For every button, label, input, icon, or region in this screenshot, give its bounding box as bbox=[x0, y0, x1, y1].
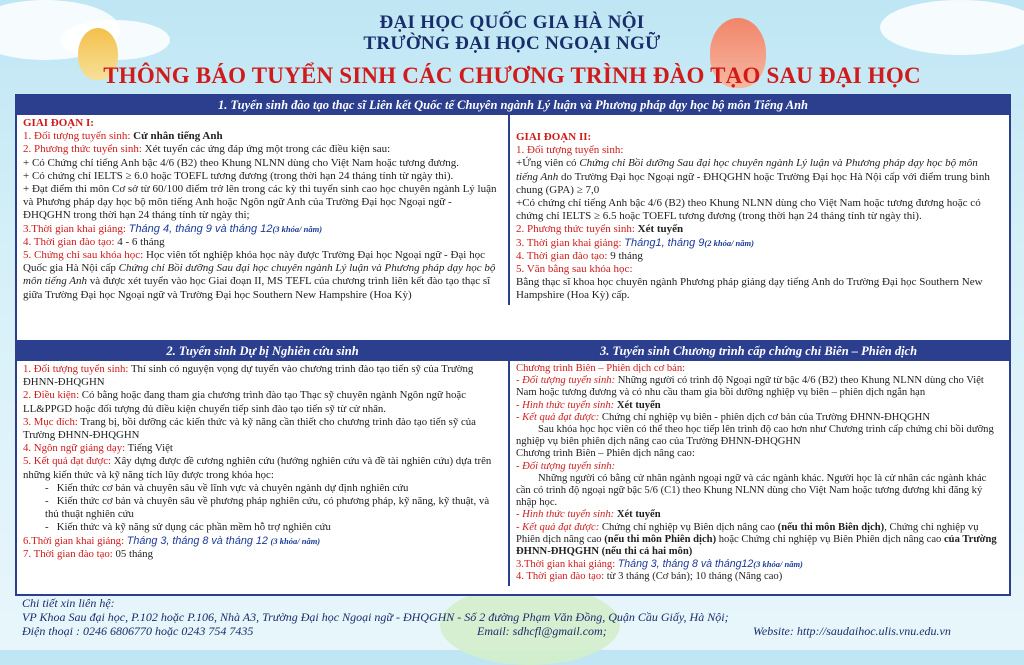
text: Chứng chỉ nghiệp vụ Biên dịch nâng cao bbox=[601, 521, 778, 533]
text: Sau khóa học học viên có thể theo học tiếp lên trình độ cao hơn như Chương trình cấp chứng chỉ bồi dưỡng nghiệp vụ biên phiên dịch nâng cao của Trường ĐHNN-ĐHQGHN bbox=[516, 424, 994, 448]
value: Cử nhân tiếng Anh bbox=[133, 130, 223, 143]
section-3-column bbox=[508, 361, 1009, 586]
phase-2-heading: GIAI ĐOẠN II: bbox=[516, 131, 592, 143]
list-item: - Kiến thức cơ bản và chuyên sâu về lĩnh vực và chuyên ngành dự định nghiên cứu bbox=[45, 481, 409, 494]
value: Chứng chỉ nghiệp vụ biên - phiên dịch cơ bản của Trường ĐHNN-ĐHQGHN bbox=[601, 411, 930, 423]
text: và được xét tuyển vào học Giai đoạn II, MS TEFL của chương trình liên kết đào tạo thạc sĩ giữa Trường Đại học Ngoại ngữ và Trường Đại học Southern New Hampshire (Hoa Kỳ) bbox=[23, 275, 491, 301]
label: 3. Mục đích: bbox=[23, 415, 81, 428]
value: 4 - 6 tháng bbox=[117, 235, 165, 248]
list-item: - Kiến thức và kỹ năng sử dụng các phần mềm hỗ trợ nghiên cứu bbox=[45, 521, 331, 534]
contact-line bbox=[22, 624, 1012, 638]
text: (nếu thi môn Phiên dịch) bbox=[604, 533, 717, 545]
text: Chứng chỉ Bồi dưỡng Sau đại học chuyên ngành Lý luận và Phương pháp dạy học bộ môn tiếng Anh bbox=[516, 157, 978, 183]
contact-address: VP Khoa Sau đại học, P.102 hoặc P.106, Nhà A3, Trường Đại học Ngoại ngữ - ĐHQGHN - Số 2 đường Phạm Văn Đồng, Quận Cầu Giấy, Hà Nội; bbox=[22, 610, 729, 624]
text: Bằng thạc sĩ khoa học chuyên ngành Phương pháp giảng dạy tiếng Anh do Trường Đại học Southern New Hampshire (Hoa Kỳ) cấp. bbox=[516, 276, 983, 302]
value: Thí sinh có nguyện vọng dự tuyển vào chương trình đào tạo tiến sỹ của Trường ĐHNN-ĐHQGHN bbox=[23, 363, 474, 389]
label: 2. Điều kiện: bbox=[23, 389, 82, 402]
contact-email: Email: sdhcfl@gmail.com; bbox=[477, 624, 607, 638]
label: - Hình thức tuyển sinh: bbox=[516, 509, 617, 521]
value: Xét tuyển bbox=[616, 399, 661, 411]
value: Xây dựng được đề cương nghiên cứu (hướng nghiên cứu và đề tài nghiên cứu) dựa trên những kiến thức và kỹ năng tích lũy được trong khóa học: bbox=[23, 455, 492, 481]
label: 5. Chứng chỉ sau khóa học: bbox=[23, 249, 146, 262]
section-2-title: 2. Tuyển sinh Dự bị Nghiên cứu sinh bbox=[17, 342, 508, 361]
note: (3 khóa/ năm) bbox=[753, 559, 803, 570]
phase-2-column bbox=[508, 115, 1005, 305]
value: Tháng 4, tháng 9 và tháng 12 bbox=[128, 222, 273, 235]
text: Những người có bằng cử nhân ngành ngoại ngữ và các ngành khác. Người học là cử nhân các ngành khác cần có trình độ ngoại ngữ bậc 5/6 (C1) theo Khung NLNN dùng cho Việt Nam hoặc tương đương khi đăng ký nhập học. bbox=[516, 472, 987, 509]
label: 3.Thời gian khai giảng: bbox=[516, 559, 618, 571]
text: Kiến thức cơ bản và chuyên sâu về phương pháp nghiên cứu, có phương pháp, kỹ năng, kỹ thuật, và thủ thuật nghiên cứu bbox=[45, 495, 490, 521]
text: + Có chứng chỉ IELTS ≥ 6.0 hoặc TOEFL tương đương (trong thời hạn 24 tháng tính từ ngày thi). bbox=[23, 169, 454, 182]
text: của Trường ĐHNN-ĐHQGHN (nếu thi cả hai môn) bbox=[516, 533, 997, 558]
university-name: ĐẠI HỌC QUỐC GIA HÀ NỘI bbox=[379, 12, 645, 33]
text: (nếu thi môn Biên dịch) bbox=[777, 521, 885, 533]
phase-1-column bbox=[17, 115, 508, 305]
label: 1. Đối tượng tuyển sinh: bbox=[23, 130, 134, 143]
text: Kiến thức và kỹ năng sử dụng các phần mềm hỗ trợ nghiên cứu bbox=[56, 521, 331, 534]
label: - Hình thức tuyển sinh: bbox=[516, 399, 617, 411]
value: 05 tháng bbox=[115, 547, 153, 560]
label: 2. Phương thức tuyển sinh: bbox=[23, 143, 145, 156]
value: Tháng1, tháng 9 bbox=[624, 236, 705, 249]
school-name: TRƯỜNG ĐẠI HỌC NGOẠI NGỮ bbox=[363, 33, 661, 54]
note: (3 khóa/ năm) bbox=[272, 223, 323, 234]
label: 4. Thời gian đào tạo: bbox=[23, 235, 118, 248]
text: Chương trình Biên – Phiên dịch nâng cao: bbox=[516, 448, 695, 460]
label: 3.Thời gian khai giảng: bbox=[23, 222, 129, 235]
text: +Ứng viên có bbox=[516, 157, 580, 170]
label: - Kết quả đạt được: bbox=[516, 411, 602, 423]
value: Xét tuyển bbox=[616, 509, 661, 521]
section-1-panel bbox=[15, 94, 1011, 344]
text: + Đạt điểm thi môn Cơ sở từ 60/100 điểm trở lên trong các kỳ thi tuyển sinh cao học chuyên ngành Lý luận và Phương pháp dạy học bộ môn tiếng Anh hoặc Ngôn ngữ Anh của Trường Đại học Ngoại ngữ - ĐHQGHN trong thời hạn 24 tháng tính từ ngày thi; bbox=[23, 183, 497, 222]
label: 3. Thời gian khai giảng: bbox=[516, 236, 625, 249]
value: 9 tháng bbox=[610, 249, 643, 262]
contact-heading: Chi tiết xin liên hệ: bbox=[22, 596, 115, 610]
contact-phone: Điện thoại : 0246 6806770 hoặc 0243 754 7435 bbox=[22, 624, 254, 638]
label: 6.Thời gian khai giảng: bbox=[23, 534, 127, 547]
label: Chương trình Biên – Phiên dịch cơ bản: bbox=[516, 363, 686, 374]
section-2-column bbox=[17, 361, 508, 586]
note: (2 khóa/ năm) bbox=[704, 237, 754, 248]
label: 2. Phương thức tuyển sinh: bbox=[516, 223, 638, 236]
list-item: - Kiến thức cơ bản và chuyên sâu về phương pháp nghiên cứu, có phương pháp, kỹ năng, kỹ thuật, và thủ thuật nghiên cứu bbox=[45, 495, 490, 521]
value: từ 3 tháng (Cơ bản); 10 tháng (Nâng cao) bbox=[606, 571, 783, 583]
label: 4. Thời gian đào tạo: bbox=[516, 249, 611, 262]
value: Trang bị, bồi dưỡng các kiến thức và kỹ năng cần thiết cho chương trình đào tạo tiến sỹ của Trường ĐHNN-ĐHQGHN bbox=[23, 415, 476, 442]
page-title: THÔNG BÁO TUYỂN SINH CÁC CHƯƠNG TRÌNH ĐÀO TẠO SAU ĐẠI HỌC bbox=[103, 63, 921, 88]
label: 5. Kết quả đạt được: bbox=[23, 455, 114, 468]
value: Tiếng Việt bbox=[127, 442, 173, 455]
phase-1-heading: GIAI ĐOẠN I: bbox=[23, 117, 94, 129]
text: +Có chứng chỉ tiếng Anh bậc 4/6 (B2) theo Khung NLNN dùng cho Việt Nam hoặc tương đương hoặc có chứng chỉ IELTS ≥ 6.5 hoặc TOEFL tương đương (trong thời hạn 24 tháng tính từ ngày thi). bbox=[516, 197, 981, 223]
label: 4. Ngôn ngữ giảng dạy: bbox=[23, 442, 128, 455]
text: + Có Chứng chỉ tiếng Anh bậc 4/6 (B2) theo Khung NLNN dùng cho Việt Nam hoặc tương đương. bbox=[23, 156, 459, 169]
sections-2-3-panel bbox=[15, 340, 1011, 596]
text: , Chứng chỉ nghiệp vụ Phiên dịch nâng cao bbox=[516, 521, 979, 545]
value: Tháng 3, tháng 8 và tháng 12 bbox=[126, 534, 268, 547]
note: (3 khóa/ năm) bbox=[270, 535, 321, 546]
section-1-title: 1. Tuyển sinh đào tạo thạc sĩ Liên kết Quốc tế Chuyên ngành Lý luận và Phương pháp dạy học bộ môn Tiếng Anh bbox=[17, 96, 1009, 115]
label: 5. Văn bằng sau khóa học: bbox=[516, 263, 633, 276]
value: Tháng 3, tháng 8 và tháng12 bbox=[617, 558, 754, 571]
label: - Đối tượng tuyển sinh: bbox=[516, 375, 618, 387]
label: - Kết quả đạt được: bbox=[516, 521, 602, 533]
label: 4. Thời gian đào tạo: bbox=[516, 571, 607, 583]
contact-website: Website: http://saudaihoc.ulis.vnu.edu.vn bbox=[753, 624, 951, 638]
text: Chứng chỉ Bồi dưỡng Sau đại học chuyên ngành Lý luận và Phương pháp dạy học bộ môn tiếng Anh bbox=[23, 262, 496, 288]
value: Xét tuyển bbox=[637, 223, 684, 236]
label: 1. Đối tượng tuyển sinh: bbox=[516, 144, 624, 157]
contact-footer bbox=[22, 596, 1012, 638]
text: Học viên tốt nghiệp khóa học này được Trường Đại học Ngoại ngữ - Đại học Quốc gia Hà Nội cấp bbox=[23, 249, 485, 275]
section-3-title: 3. Tuyển sinh Chương trình cấp chứng chỉ Biên – Phiên dịch bbox=[508, 342, 1009, 361]
value: Có bằng hoặc đang tham gia chương trình đào tạo Thạc sỹ chuyên ngành Ngôn ngữ hoặc LL&PPGD hoặc đối tượng đủ điều kiện chuyển tiếp sinh đào tạo tiến sỹ từ cử nhân. bbox=[23, 389, 466, 415]
text: hoặc Chứng chỉ nghiệp vụ Biên Phiên dịch nâng cao bbox=[716, 533, 944, 545]
value: Xét tuyển các ứng đáp ứng một trong các điều kiện sau: bbox=[144, 143, 391, 156]
value: Những người có trình độ Ngoại ngữ từ bậc 4/6 (B2) theo Khung NLNN dùng cho Việt Nam hoặc tương đương và có nhu cầu tham gia bồi dưỡng nghiệp vụ biên – phiên dịch ngắn hạn bbox=[516, 375, 984, 399]
label: - Đối tượng tuyển sinh: bbox=[516, 460, 616, 472]
text: Kiến thức cơ bản và chuyên sâu về lĩnh vực và chuyên ngành dự định nghiên cứu bbox=[56, 481, 409, 494]
label: 1. Đối tượng tuyển sinh: bbox=[23, 363, 131, 375]
label: 7. Thời gian đào tạo: bbox=[23, 547, 116, 560]
text: do Trường Đại học Ngoại ngữ - ĐHQGHN hoặc Trường Đại học Hà Nội cấp với điểm trung bình chung (GPA) ≥ 7,0 bbox=[516, 170, 990, 196]
